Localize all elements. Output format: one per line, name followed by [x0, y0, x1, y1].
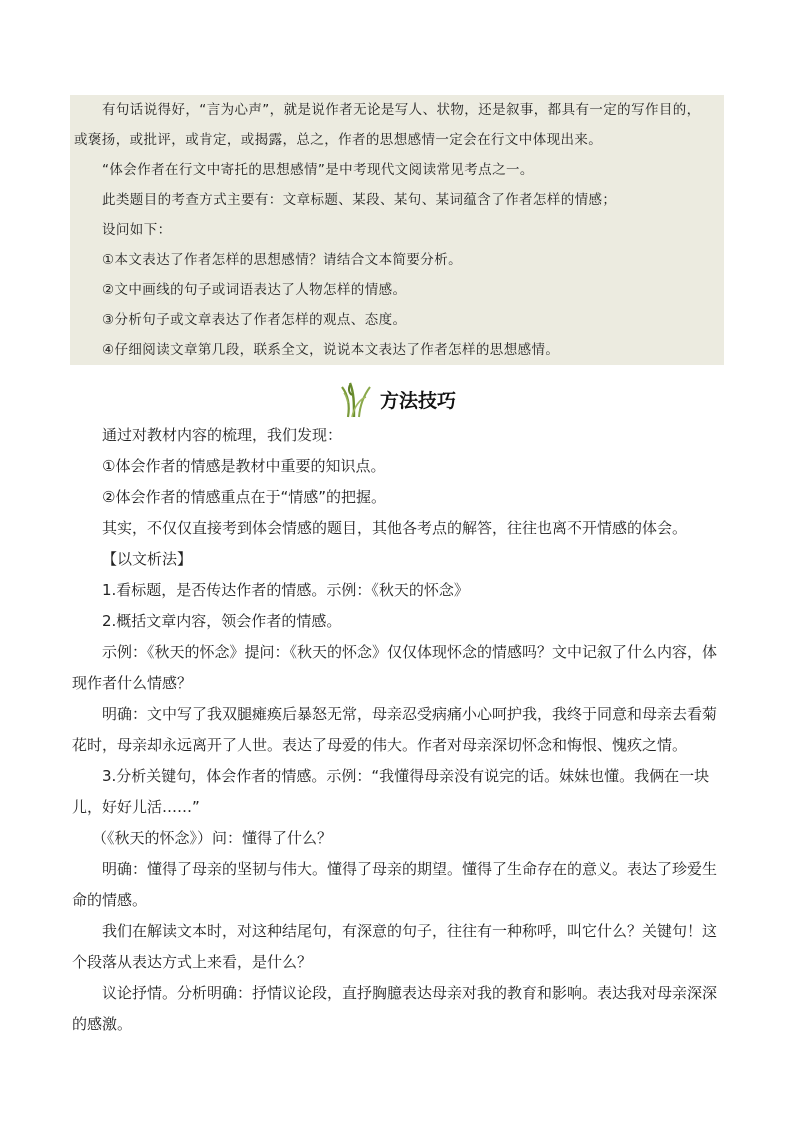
paragraph: （《秋天的怀念》）问：懂得了什么？: [92, 829, 333, 847]
intro-line: ①本文表达了作者怎样的思想感情？请结合文本简要分析。: [102, 252, 463, 268]
paragraph: 议论抒情。分析明确：抒情议论段，直抒胸臆表达母亲对我的教育和影响。表达我对母亲深深的感激。: [72, 984, 718, 1033]
intro-line: “体会作者在行文中寄托的思想感情”是中考现代文阅读常见考点之一。: [102, 162, 534, 178]
intro-line: 或褒扬，或批评，或肯定，或揭露，总之，作者的思想感情一定会在行文中体现出来。: [74, 132, 603, 148]
section-heading: [340, 378, 456, 420]
grass-icon: [340, 379, 378, 419]
paragraph: 明确：文中写了我双腿瘫痪后暴怒无常，母亲忍受病痛小心呵护我，我终于同意和母亲去看菊花时，母亲却永远离开了人世。表达了母爱的伟大。作者对母亲深切怀念和悔恨、愧疚之情。: [72, 705, 718, 754]
body-text: [72, 420, 724, 1040]
paragraph: 明确：懂得了母亲的坚韧与伟大。懂得了母亲的期望。懂得了生命存在的意义。表达了珍爱生命的情感。: [72, 860, 718, 909]
paragraph: 其实，不仅仅直接考到体会情感的题目，其他各考点的解答，往往也离不开情感的体会。: [102, 519, 688, 537]
section-heading-text: 方法技巧: [380, 389, 457, 412]
paragraph: ①体会作者的情感是教材中重要的知识点。: [102, 457, 386, 475]
intro-line: ③分析句子或文章表达了作者怎样的观点、态度。: [102, 312, 407, 328]
intro-line: ④仔细阅读文章第几段，联系全文，说说本文表达了作者怎样的思想感情。: [102, 342, 560, 358]
intro-line: 设问如下：: [102, 222, 172, 238]
paragraph: 3.分析关键句，体会作者的情感。示例：“我懂得母亲没有说完的话。妹妹也懂。我俩在一块儿，好好儿活……”: [72, 767, 710, 816]
intro-line: ②文中画线的句子或词语表达了人物怎样的情感。: [102, 282, 407, 298]
paragraph: 1.看标题，是否传达作者的情感。示例：《秋天的怀念》: [102, 581, 469, 599]
intro-box: [70, 95, 724, 365]
intro-line: 此类题目的考查方式主要有：文章标题、某段、某句、某词蕴含了作者怎样的情感；: [102, 192, 617, 208]
paragraph: ②体会作者的情感重点在于“情感”的把握。: [102, 488, 386, 506]
paragraph: 通过对教材内容的梳理，我们发现：: [102, 426, 343, 444]
intro-line: 有句话说得好，“言为心声”，就是说作者无论是写人、状物，还是叙事，都具有一定的写作目的，: [102, 102, 701, 118]
paragraph: 示例：《秋天的怀念》提问：《秋天的怀念》仅仅体现怀念的情感吗？文中记叙了什么内容，体现作者什么情感？: [72, 643, 718, 692]
paragraph: 【以文析法】: [102, 550, 193, 568]
paragraph: 我们在解读文本时，对这种结尾句，有深意的句子，往往有一种称呼，叫它什么？关键句！这个段落从表达方式上来看，是什么？: [72, 922, 718, 971]
paragraph: 2.概括文章内容，领会作者的情感。: [102, 612, 342, 630]
